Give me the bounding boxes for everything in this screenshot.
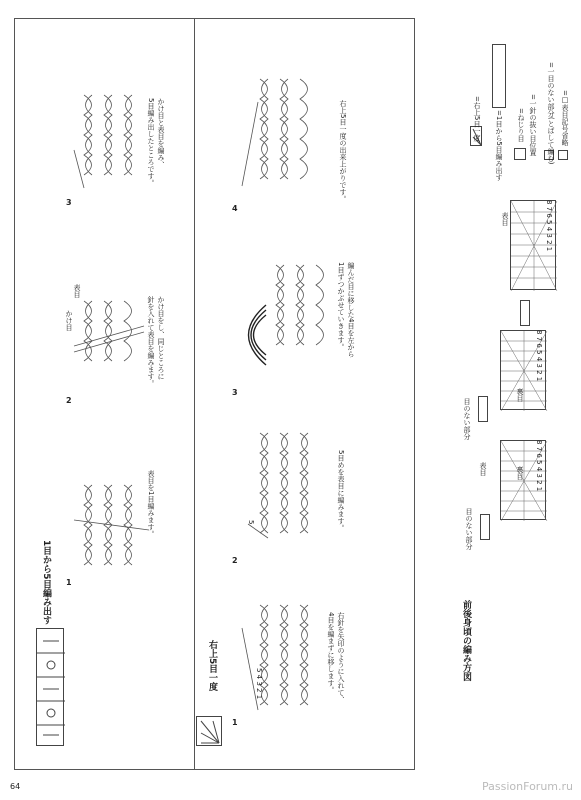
right-panel-title: 右上5目一度 xyxy=(207,640,217,692)
page-number: 64 xyxy=(10,782,21,791)
left-step-1-num: 1 xyxy=(66,578,72,587)
right-step-4-caption: 右上5目一度の出来上がりです。 xyxy=(339,100,347,203)
legend-right-dec-text: =右上5目一度 xyxy=(473,96,481,142)
right-dec-symbol-box xyxy=(196,716,222,746)
right-step-1-stitch-numbers: 5 4 3 2 1 xyxy=(255,668,263,700)
left-step-3-diagram xyxy=(74,90,150,190)
panel-divider xyxy=(194,18,195,770)
right-step-2-num: 2 xyxy=(232,556,238,565)
legend-inc-icon xyxy=(514,148,526,160)
label-knit-a: 表目 xyxy=(479,462,487,476)
right-step-3-caption: 編んだ目に移した4目を左から 1目ずつかぶせていきます。 xyxy=(337,262,355,358)
right-step-3-num: 3 xyxy=(232,388,238,397)
chart-2-row-numbers: 8 7 6 5 4 3 2 1 xyxy=(535,330,543,382)
right-step-4-diagram xyxy=(240,74,330,194)
right-step-4-num: 4 xyxy=(232,204,238,213)
chart-3-small xyxy=(520,300,530,326)
left-step-2-label-omote: 表目 xyxy=(73,284,81,298)
legend-knit-text: =□表目記号省略 xyxy=(561,90,569,146)
left-step-3-num: 3 xyxy=(66,198,72,207)
legend-blank-text: =一目のない部分(とばして編む) xyxy=(547,62,555,165)
right-step-3-diagram xyxy=(236,260,336,372)
left-step-1-diagram xyxy=(74,480,150,566)
right-step-1-num: 1 xyxy=(232,718,238,727)
label-purl-a: 裏目 xyxy=(516,466,524,480)
bottom-section-title: 前後身頃の編み方図 xyxy=(461,600,471,681)
chart-3-row-numbers: 8 7 6 5 4 3 2 1 xyxy=(545,200,553,252)
legend-note-text: =一針の抜い目位置 xyxy=(529,94,537,156)
legend-cast-icon xyxy=(492,44,506,108)
legend-inc-text: =ねじり目 xyxy=(517,108,525,142)
left-panel-title: 1目から5目編み出す xyxy=(41,540,51,625)
chart-2-small xyxy=(478,396,488,422)
chart-1-row-numbers: 8 7 6 5 4 3 2 1 xyxy=(535,440,543,492)
left-step-2-caption: かけ目をし、同じところに 針を入れて表目を編みます。 xyxy=(147,296,165,387)
label-no-stitch-a: 目のない部分 xyxy=(465,508,473,550)
left-step-1-caption: 表目を1目編みます。 xyxy=(147,470,155,538)
right-step-2-caption: 5目めを表目に編みます。 xyxy=(337,450,345,532)
cast-on-symbol-box xyxy=(36,628,64,746)
left-step-2-num: 2 xyxy=(66,396,72,405)
left-step-2-diagram xyxy=(74,296,150,372)
label-purl-b: 裏目 xyxy=(516,388,524,402)
label-no-stitch-b: 目のない部分 xyxy=(463,398,471,440)
label-knit-c: 表目 xyxy=(501,212,509,226)
legend-knit-icon xyxy=(558,150,568,160)
cast-symbol-icon xyxy=(37,629,65,747)
chart-1-small xyxy=(480,514,490,540)
right-step-1-caption: 右針を矢印のように入れて、 4目を編まずに移します。 xyxy=(327,612,345,703)
right-step-1-diagram xyxy=(240,600,330,720)
right-step-2-stitch-number: 5 xyxy=(247,520,255,525)
right-dec-symbol-icon xyxy=(197,717,223,747)
left-step-3-caption: かけ目と表目を編み、 5目編み出したところです。 xyxy=(147,98,165,187)
watermark: PassionForum.ru xyxy=(482,780,573,793)
left-step-2-label-kake: かけ目 xyxy=(65,310,73,331)
legend-cast-text: =1目から5目編み出す xyxy=(495,110,503,181)
